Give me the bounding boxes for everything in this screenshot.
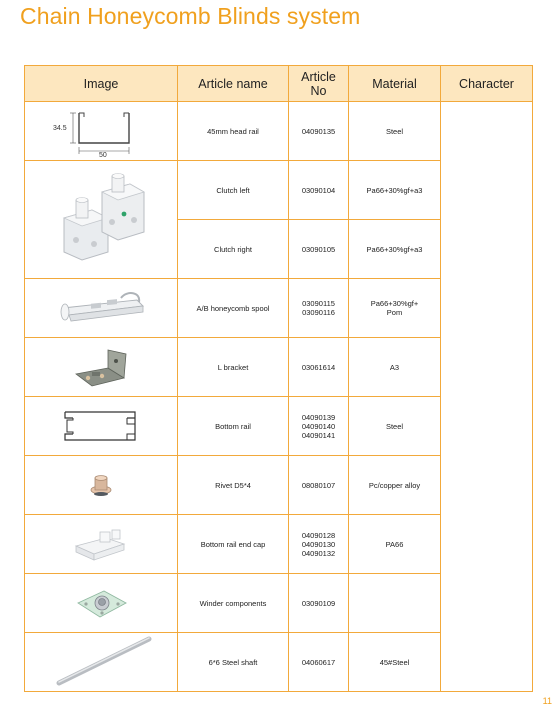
article-no: 04090139 04090140 04090141: [289, 397, 349, 456]
material: Pa66+30%gf+ Pom: [349, 279, 441, 338]
article-no: 03090109: [289, 574, 349, 633]
header-image: Image: [25, 66, 178, 102]
article-no: 03090105: [289, 220, 349, 279]
component-table: [24, 65, 533, 692]
article-name: 6*6 Steel shaft: [178, 633, 289, 692]
clutch-photo: [25, 161, 178, 279]
material: 45#Steel: [349, 633, 441, 692]
article-no: 08080107: [289, 456, 349, 515]
article-name: Bottom rail: [178, 397, 289, 456]
material: A3: [349, 338, 441, 397]
material: Steel: [349, 397, 441, 456]
head-rail-drawing: [25, 102, 178, 161]
article-name: Clutch left: [178, 161, 289, 220]
spool-photo: [25, 279, 178, 338]
article-no: 03061614: [289, 338, 349, 397]
material: Pa66+30%gf+a3: [349, 161, 441, 220]
character-cell: [441, 102, 533, 692]
article-name: Rivet D5*4: [178, 456, 289, 515]
l-bracket-photo: [25, 338, 178, 397]
height-label: 34.5: [53, 125, 67, 132]
bottom-rail-drawing: [25, 397, 178, 456]
material: [349, 574, 441, 633]
article-no: 04090128 04090130 04090132: [289, 515, 349, 574]
article-no: 04060617: [289, 633, 349, 692]
article-name: A/B honeycomb spool: [178, 279, 289, 338]
page-number: 11: [542, 696, 552, 706]
page-title: Chain Honeycomb Blinds system: [20, 3, 361, 29]
rivet-photo: [25, 456, 178, 515]
article-no: 03090104: [289, 161, 349, 220]
article-no: 04090135: [289, 102, 349, 161]
table-row: [25, 102, 533, 161]
article-name: L bracket: [178, 338, 289, 397]
winder-photo: [25, 574, 178, 633]
article-name: 45mm head rail: [178, 102, 289, 161]
header-material: Material: [349, 66, 441, 102]
header-character: Character: [441, 66, 533, 102]
article-name: Bottom rail end cap: [178, 515, 289, 574]
article-no: 03090115 03090116: [289, 279, 349, 338]
width-label: 50: [99, 152, 107, 159]
material: Pc/copper alloy: [349, 456, 441, 515]
steel-shaft-photo: [25, 633, 178, 692]
material: PA66: [349, 515, 441, 574]
end-cap-photo: [25, 515, 178, 574]
material: Pa66+30%gf+a3: [349, 220, 441, 279]
article-name: Clutch right: [178, 220, 289, 279]
material: Steel: [349, 102, 441, 161]
article-name: Winder components: [178, 574, 289, 633]
header-article-name: Article name: [178, 66, 289, 102]
table-header-row: [25, 66, 533, 102]
header-article-no: Article No: [289, 66, 349, 102]
